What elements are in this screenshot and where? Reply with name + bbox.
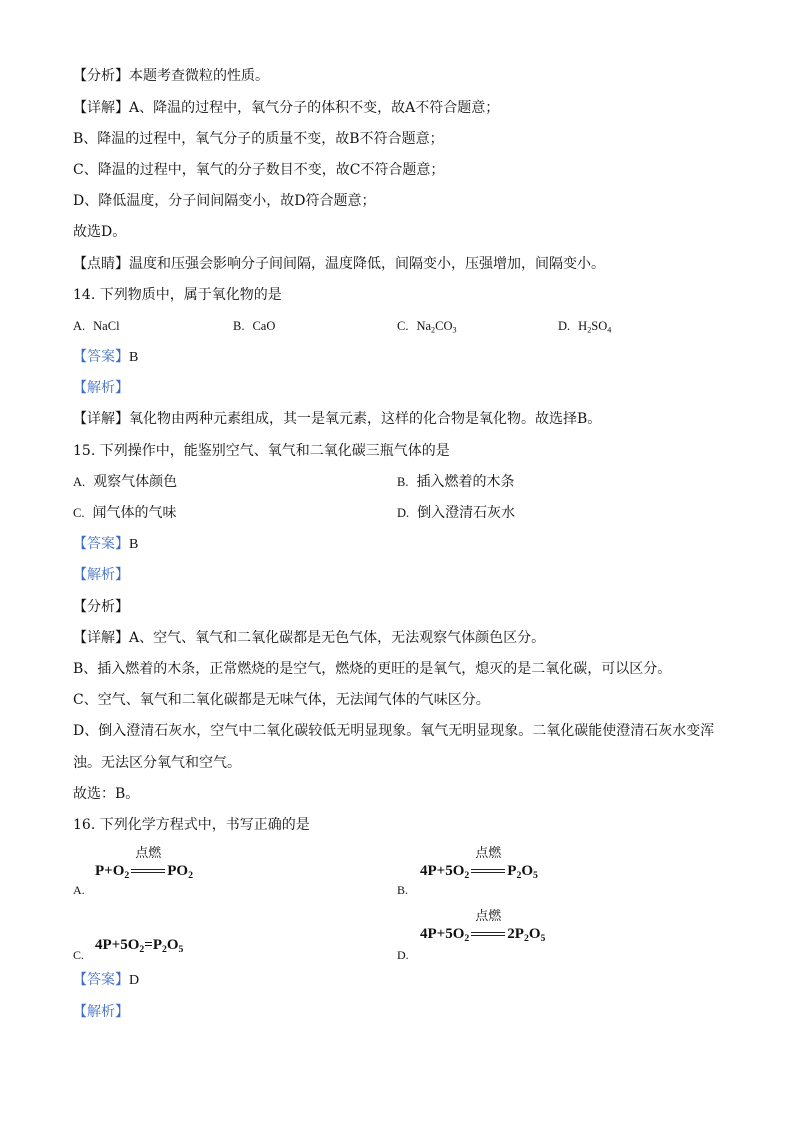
q16-equation-c bbox=[95, 936, 183, 954]
q14-stem: 14. 下列物质中，属于氧化物的是 bbox=[73, 286, 282, 303]
answer-value: B bbox=[129, 537, 139, 553]
equation-products: $PO_2$ bbox=[167, 863, 193, 881]
subscript: 2 bbox=[516, 869, 522, 881]
subscript: 2 bbox=[188, 869, 193, 881]
equation-products: $2P_2O_5$ bbox=[507, 926, 546, 944]
q16-equation-a bbox=[95, 846, 193, 880]
option-text: 观察气体颜色 bbox=[93, 473, 178, 490]
q14-option-b bbox=[233, 311, 275, 342]
q16-answer bbox=[73, 965, 139, 996]
subscript: 4 bbox=[607, 325, 612, 335]
option-letter: B. bbox=[233, 318, 245, 333]
reaction-condition bbox=[471, 909, 505, 943]
q16-option-a-letter: A. bbox=[73, 883, 85, 897]
q15-detail-b: B、插入燃着的木条，正常燃烧的是空气，燃烧的更旺的是氧气，熄灭的是二氧化碳，可以区分。 bbox=[73, 660, 672, 677]
answer-label: 【答案】 bbox=[73, 972, 129, 989]
q15-options-row-2 bbox=[73, 498, 773, 529]
q14-option-c bbox=[397, 311, 457, 342]
q15-option-d bbox=[397, 498, 515, 529]
subscript: 2 bbox=[464, 869, 470, 881]
subscript: 2 bbox=[139, 943, 145, 955]
q15-option-b bbox=[397, 467, 514, 498]
equals-double-line bbox=[471, 932, 505, 936]
q15-conclusion: 故选：B。 bbox=[73, 785, 140, 802]
subscript: 3 bbox=[452, 325, 457, 335]
option-formula: NaCl bbox=[93, 318, 120, 333]
option-letter: C. bbox=[397, 318, 409, 333]
q15-detail-d-line-2: 浊。无法区分氧气和空气。 bbox=[73, 754, 241, 771]
subscript: 2 bbox=[464, 932, 470, 944]
q16-option-b-letter: B. bbox=[397, 883, 409, 897]
condition-text: 点燃 bbox=[475, 909, 502, 924]
q16-equation-b bbox=[420, 846, 538, 880]
q14-detail: 【详解】氧化物由两种元素组成，其一是氧元素，这样的化合物是氧化物。故选择B。 bbox=[73, 411, 602, 428]
q13-detail-d: D、降低温度，分子间间隔变小，故D符合题意； bbox=[73, 193, 376, 210]
q13-detail-a: 【详解】A、降温的过程中，氧气分子的体积不变，故A不符合题意； bbox=[73, 99, 500, 116]
option-letter: A. bbox=[73, 474, 86, 489]
answer-value: D bbox=[129, 973, 140, 989]
q13-tip: 【点睛】温度和压强会影响分子间间隔，温度降低，间隔变小，压强增加，间隔变小。 bbox=[73, 255, 605, 272]
q16-explanation-label: 【解析】 bbox=[73, 1004, 129, 1021]
equals-double-line bbox=[471, 869, 505, 873]
condition-text: 点燃 bbox=[135, 846, 162, 861]
option-letter: D. bbox=[397, 506, 410, 521]
content-flow bbox=[73, 61, 773, 841]
option-formula: $H_2SO_4$ bbox=[578, 318, 612, 335]
q15-analysis: 【分析】 bbox=[73, 598, 129, 615]
q15-detail-d-line-1: D、倒入澄清石灰水，空气中二氧化碳较低无明显现象。氧气无明显现象。二氧化碳能使澄清石灰水变浑 bbox=[73, 723, 715, 740]
option-text: 倒入澄清石灰水 bbox=[417, 505, 516, 522]
q16-stem: 16. 下列化学方程式中，书写正确的是 bbox=[73, 816, 310, 833]
answer-value: B bbox=[129, 350, 139, 366]
q15-detail-c: C、空气、氧气和二氧化碳都是无味气体，无法闻气体的气味区分。 bbox=[73, 692, 490, 709]
q16-option-c-letter: C. bbox=[73, 948, 85, 962]
subscript: 5 bbox=[532, 869, 538, 881]
equation-full: $4P+5O_2=P_2O_5$ bbox=[95, 937, 184, 955]
subscript: 2 bbox=[587, 325, 592, 335]
q13-analysis: 【分析】本题考查微粒的性质。 bbox=[73, 68, 269, 85]
q15-option-c bbox=[73, 498, 176, 529]
equation-products: $P_2O_5$ bbox=[507, 863, 538, 881]
q15-answer bbox=[73, 529, 773, 560]
option-letter: A. bbox=[73, 318, 86, 333]
option-letter: B. bbox=[397, 474, 409, 489]
option-formula: CaO bbox=[252, 318, 276, 333]
q13-detail-b: B、降温的过程中，氧气分子的质量不变，故B不符合题意； bbox=[73, 130, 444, 147]
q15-detail-a: 【详解】A、空气、氧气和二氧化碳都是无色气体，无法观察气体颜色区分。 bbox=[73, 629, 546, 646]
q16-option-d-letter: D. bbox=[397, 948, 409, 962]
q13-conclusion: 故选D。 bbox=[73, 224, 127, 241]
subscript: 2 bbox=[124, 869, 130, 881]
q13-detail-c: C、降温的过程中，氧气的分子数目不变，故C不符合题意； bbox=[73, 161, 445, 178]
subscript: 5 bbox=[178, 943, 184, 955]
subscript: 2 bbox=[161, 943, 167, 955]
q14-answer bbox=[73, 342, 773, 373]
option-text: 闻气体的气味 bbox=[92, 505, 177, 522]
reaction-condition bbox=[471, 846, 505, 880]
option-formula: $Na_2CO_3$ bbox=[416, 318, 457, 335]
q15-stem: 15. 下列操作中，能鉴别空气、氧气和二氧化碳三瓶气体的是 bbox=[73, 442, 450, 459]
equation-reactants: $4P+5O_2$ bbox=[420, 926, 470, 944]
option-letter: D. bbox=[558, 318, 571, 333]
q14-options bbox=[73, 311, 773, 342]
q14-explanation-label: 【解析】 bbox=[73, 380, 129, 397]
subscript: 2 bbox=[431, 325, 436, 335]
equation-reactants: $P+O_2$ bbox=[95, 863, 130, 881]
option-text: 插入燃着的木条 bbox=[416, 473, 515, 490]
q16-equation-d bbox=[420, 909, 545, 943]
q15-options-row-1 bbox=[73, 467, 773, 498]
reaction-condition bbox=[131, 846, 165, 880]
answer-label: 【答案】 bbox=[73, 349, 129, 366]
q14-option-a bbox=[73, 311, 120, 342]
q15-option-a bbox=[73, 467, 177, 498]
option-letter: C. bbox=[73, 506, 85, 521]
answer-label: 【答案】 bbox=[73, 536, 129, 553]
condition-text: 点燃 bbox=[475, 846, 502, 861]
equation-reactants: $4P+5O_2$ bbox=[420, 863, 470, 881]
q15-explanation-label: 【解析】 bbox=[73, 567, 129, 584]
q14-option-d bbox=[558, 311, 611, 342]
subscript: 5 bbox=[540, 932, 546, 944]
equals-double-line bbox=[131, 869, 165, 873]
subscript: 2 bbox=[523, 932, 529, 944]
